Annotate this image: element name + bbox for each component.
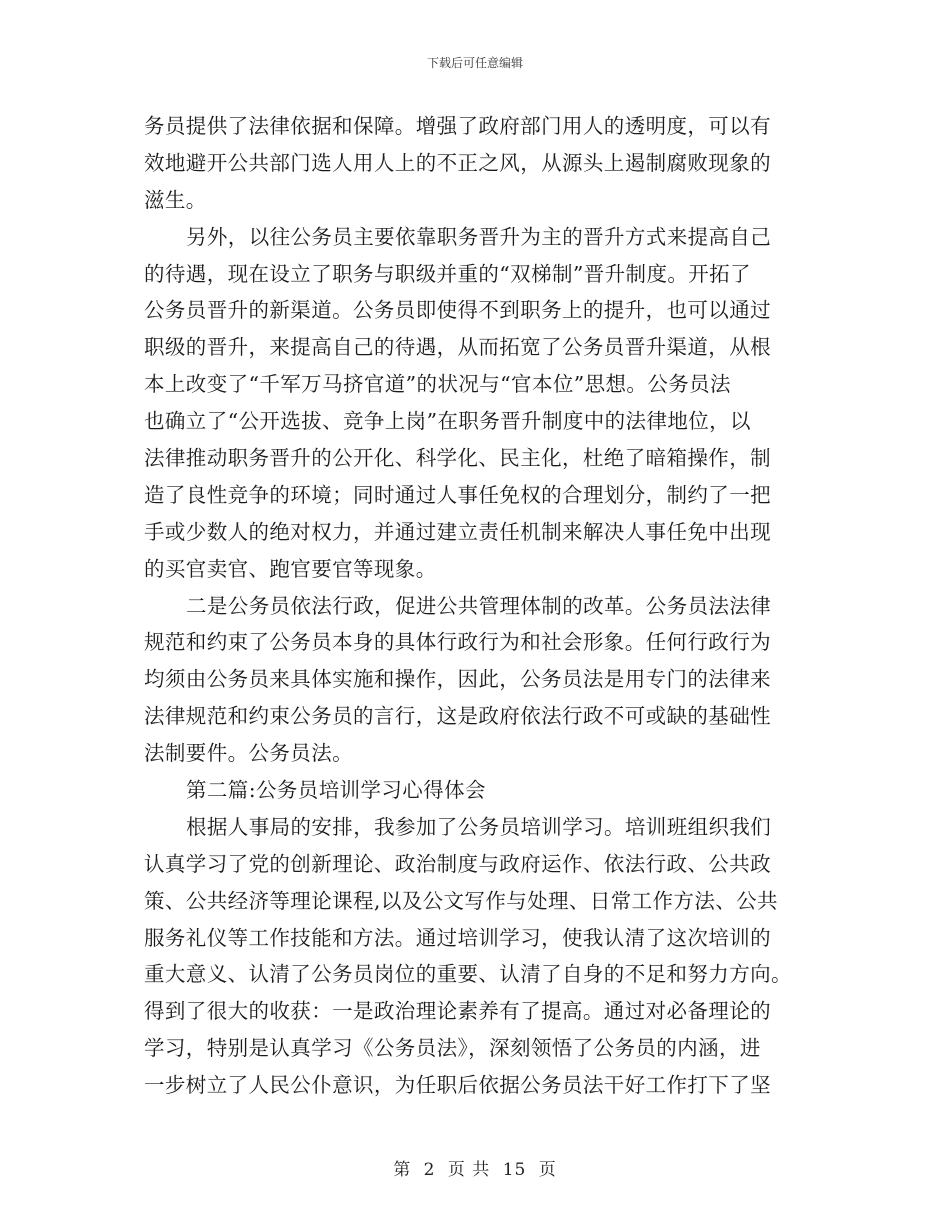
text-line: 重大意义、认清了公务员岗位的重要、认清了自身的不足和努力方向。 [144, 962, 792, 987]
text-line: 也确立了“公开选拔、竞争上岗”在职务晋升制度中的法律地位，以 [144, 409, 751, 434]
text-line: 规范和约束了公务员本身的具体行政行为和社会形象。任何行政行为 [144, 630, 771, 655]
text-line: 务员提供了法律依据和保障。增强了政府部门用人的透明度，可以有 [144, 114, 771, 138]
text-line: 均须由公务员来具体实施和操作，因此，公务员法是用专门的法律来 [144, 667, 771, 692]
text-line: 根据人事局的安排，我参加了公务员培训学习。培训班组织我们 [186, 814, 772, 839]
text-line: 的待遇，现在设立了职务与职级并重的“双梯制”晋升制度。开拓了 [144, 261, 751, 286]
footer-suffix: 页 [538, 1160, 557, 1180]
text-line: 造了良性竞争的环境；同时通过人事任免权的合理划分，制约了一把 [144, 482, 771, 507]
page-footer [0, 1155, 950, 1180]
text-line: 公务员晋升的新渠道。公务员即使得不到职务上的提升，也可以通过 [144, 298, 771, 323]
text-line: 认真学习了党的创新理论、政治制度与政府运作、依法行政、公共政 [144, 851, 771, 876]
text-line: 学习，特别是认真学习《公务员法》，深刻领悟了公务员的内涵，进 [144, 1036, 761, 1061]
text-line: 二是公务员依法行政，促进公共管理体制的改革。公务员法法律 [186, 593, 772, 618]
text-line: 职级的晋升，来提高自己的待遇，从而拓宽了公务员晋升渠道，从根 [144, 335, 771, 360]
footer-middle: 页 共 [447, 1160, 491, 1180]
footer-prefix: 第 [393, 1160, 412, 1180]
text-line: 一步树立了人民公仆意识，为任职后依据公务员法干好工作打下了坚 [144, 1073, 771, 1098]
footer-total-pages: 15 [502, 1160, 527, 1180]
text-line: 手或少数人的绝对权力，并通过建立责任机制来解决人事任免中出现 [144, 519, 771, 544]
text-line: 本上改变了“千军万马挤官道”的状况与“官本位”思想。公务员法 [144, 372, 731, 397]
text-line: 法律规范和约束公务员的言行，这是政府依法行政不可或缺的基础性 [144, 704, 771, 729]
text-line: 得到了很大的收获：一是政治理论素养有了提高。通过对必备理论的 [144, 999, 771, 1024]
text-line: 服务礼仪等工作技能和方法。通过培训学习，使我认清了这次培训的 [144, 925, 771, 950]
document-body [144, 108, 806, 1104]
header-text: 下载后可任意编辑 [426, 56, 523, 70]
text-line: 的买官卖官、跑官要官等现象。 [144, 556, 437, 581]
section-heading: 第二篇:公务员培训学习心得体会 [186, 778, 486, 803]
text-line: 滋生。 [144, 187, 207, 212]
text-line: 策、公共经济等理论课程,以及公文写作与处理、日常工作方法、公共 [144, 888, 778, 913]
text-line: 另外，以往公务员主要依靠职务晋升为主的晋升方式来提高自己 [186, 224, 772, 249]
text-line: 法制要件。公务员法。 [144, 741, 353, 766]
footer-page-number: 2 [423, 1160, 436, 1180]
text-line: 法律推动职务晋升的公开化、科学化、民主化，杜绝了暗箱操作，制 [144, 446, 771, 471]
text-line: 效地避开公共部门选人用人上的不正之风，从源头上遏制腐败现象的 [144, 150, 771, 175]
page-header [0, 54, 950, 71]
